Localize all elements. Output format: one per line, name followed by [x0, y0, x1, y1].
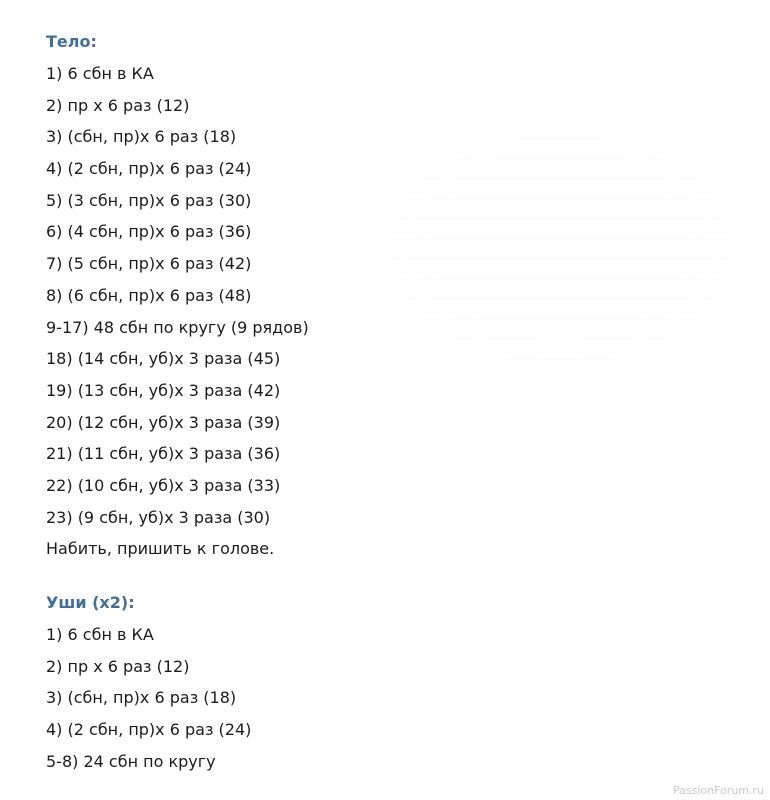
section-spacer: [46, 571, 760, 593]
pattern-row: 18) (14 сбн, уб)х 3 раза (45): [46, 349, 281, 369]
pattern-row: 1) 6 сбн в КА: [46, 64, 154, 83]
pattern-row: 7) (5 сбн, пр)х 6 раз (42): [46, 254, 252, 274]
pattern-row: 22) (10 сбн, уб)х 3 раза (33): [46, 475, 281, 495]
section-title-body: Тело:: [46, 32, 97, 51]
pattern-row: 9-17) 48 сбн по кругу (9 рядов): [46, 317, 309, 337]
section-ears: [46, 593, 760, 772]
pattern-row: 21) (11 сбн, уб)х 3 раза (36): [46, 444, 281, 464]
pattern-row: 1) 6 сбн в КА: [46, 625, 154, 644]
pattern-content: [46, 32, 760, 783]
pattern-row: 3) (сбн, пр)х 6 раз (18): [46, 688, 237, 708]
section-body: [46, 32, 760, 559]
watermark-text: PassionForum.ru: [673, 784, 764, 797]
pattern-row: 5) (3 сбн, пр)х 6 раз (30): [46, 190, 252, 210]
pattern-row: Набить, пришить к голове.: [46, 539, 275, 559]
pattern-row: 4) (2 сбн, пр)х 6 раз (24): [46, 159, 252, 179]
pattern-row: 20) (12 сбн, уб)х 3 раза (39): [46, 412, 281, 432]
pattern-row: 4) (2 сбн, пр)х 6 раз (24): [46, 720, 252, 740]
pattern-row: 23) (9 сбн, уб)х 3 раза (30): [46, 507, 271, 527]
pattern-row: 6) (4 сбн, пр)х 6 раз (36): [46, 222, 252, 242]
pattern-row: 2) пр х 6 раз (12): [46, 656, 190, 676]
pattern-row: 5-8) 24 сбн по кругу: [46, 751, 216, 771]
pattern-row: 8) (6 сбн, пр)х 6 раз (48): [46, 285, 252, 305]
pattern-row: 19) (13 сбн, уб)х 3 раза (42): [46, 380, 281, 400]
pattern-row: 2) пр х 6 раз (12): [46, 95, 190, 115]
pattern-row: 3) (сбн, пр)х 6 раз (18): [46, 127, 237, 147]
section-title-ears: Уши (х2):: [46, 593, 135, 612]
